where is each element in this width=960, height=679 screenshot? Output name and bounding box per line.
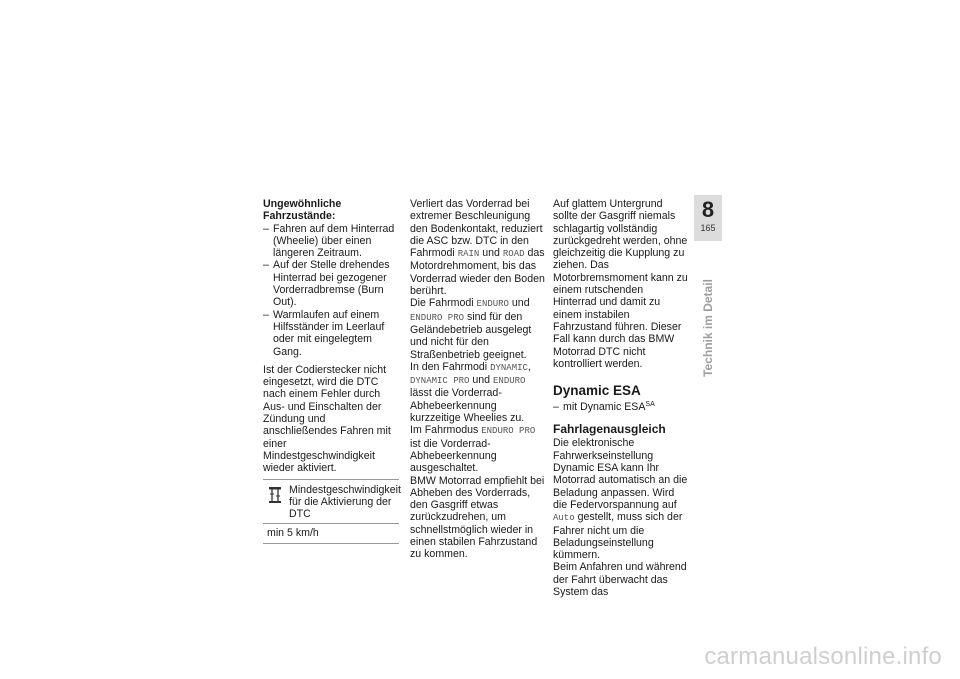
watermark: carmanualsonline.info xyxy=(704,643,942,670)
mode-enduro: ENDURO xyxy=(476,299,509,310)
heading-unusual-conditions: Ungewöhnliche Fahrzustände: xyxy=(263,198,342,223)
list-item: – mit Dynamic $ESA^{SA}$ xyxy=(553,401,688,413)
chapter-marker xyxy=(694,195,722,241)
mode-auto: Auto xyxy=(553,513,575,524)
equipment-list xyxy=(553,401,688,413)
mode-road: ROAD xyxy=(502,249,525,260)
chapter-title: Technik im Detail xyxy=(701,279,715,377)
column-1 xyxy=(263,198,399,544)
spec-value: min 5 km/h xyxy=(263,523,399,542)
spec-table xyxy=(263,479,399,544)
paragraph-recommendation: BMW Motorrad empfiehlt bei Abheben des Vorderrads, den Gasgriff etwas zurückzudrehen, um schnellstmöglich wieder in einen stabilen Fahrzustand zu kommen. xyxy=(410,474,545,561)
section-title-dynamic-esa: Dynamic ESA xyxy=(553,383,641,399)
paragraph-monitoring: Beim Anfahren und während der Fahrt überwacht das System das xyxy=(553,561,687,599)
chapter-number: 8 xyxy=(701,197,715,222)
page-number: 165 xyxy=(700,223,716,233)
dtc-reactivation-paragraph: Ist der Codierstecker nicht eingesetzt, wird die DTC nach einem Fehler durch Aus- und Einschalten der Zündung und anschließendes Fahren mit einer Mindestgeschwindigkeit wieder aktiviert. xyxy=(263,363,391,475)
mode-enduro: ENDURO xyxy=(493,376,526,387)
conditions-list xyxy=(263,223,399,358)
spec-table-header xyxy=(263,480,399,524)
subsection-title: Fahrlagenausgleich xyxy=(553,422,666,437)
list-item: – Auf der Stelle drehendes Hinterrad bei gezogener Vorderradbremse (Burn Out). xyxy=(263,259,399,308)
paragraph-slippery-surface: Auf glattem Untergrund sollte der Gasgriff niemals schlagartig vollständig zurückgedreht werden, ohne gleichzeitig die Kupplung zu ziehen. Das Motorbremsmoment kann zu einem rutschenden Hinterrad und damit zu einem instabilen Fahrzustand führen. Dieser Fall kann durch das BMW Motorrad DTC nicht kontrolliert werden. xyxy=(553,198,688,370)
paragraph-esa-description: Die elektronische Fahrwerkseinstellung Dynamic ESA kann Ihr Motorrad automatisch an die Beladung anpassen. Wird die Federvorspannung auf Auto gestellt, muss sich der Fahrer nicht um die Beladungseinstellung kümmern. xyxy=(553,437,688,562)
special-equipment-mark: SA xyxy=(645,401,655,409)
mode-rain: RAIN xyxy=(457,249,480,260)
list-item: – Warmlaufen auf einem Hilfsständer im Leerlauf oder mit eingelegtem Gang. xyxy=(263,309,399,358)
mode-dynamic-pro: DYNAMIC PRO xyxy=(410,376,470,387)
mode-enduro-pro: ENDURO PRO xyxy=(481,426,536,437)
column-3 xyxy=(553,198,688,598)
paragraph-dynamic-modes: In den Fahrmodi DYNAMIC, DYNAMIC PRO und ENDURO lässt die Vorderrad-Abhebeerkennung kurzzeitige Wheelies zu. xyxy=(410,360,531,425)
list-item: – Fahren auf dem Hinterrad (Wheelie) über einen längeren Zeitraum. xyxy=(263,223,399,260)
spec-label: Mindestgeschwindigkeit für die Aktivierung der DTC xyxy=(289,483,401,521)
chapter-side-title xyxy=(700,248,716,408)
paragraph-enduro-modes: Die Fahrmodi ENDURO und ENDURO PRO sind für den Geländebetrieb ausgelegt und nicht für den Straßenbetrieb geeignet. xyxy=(410,297,532,361)
paragraph-front-wheel-lift: Verliert das Vorderrad bei extremer Beschleunigung den Bodenkontakt, reduziert die ASC bzw. DTC in den Fahrmodi RAIN und ROAD das Motordrehmoment, bis das Vorderrad wieder den Boden berührt. xyxy=(410,198,545,298)
mode-enduro-pro: ENDURO PRO xyxy=(410,312,465,323)
paragraph-enduro-pro: Im Fahrmodus ENDURO PRO ist die Vorderrad-Abhebeerkennung ausgeschaltet. xyxy=(410,424,536,475)
column-2 xyxy=(410,198,547,561)
technical-data-icon xyxy=(268,486,282,504)
mode-dynamic: DYNAMIC xyxy=(490,362,528,373)
